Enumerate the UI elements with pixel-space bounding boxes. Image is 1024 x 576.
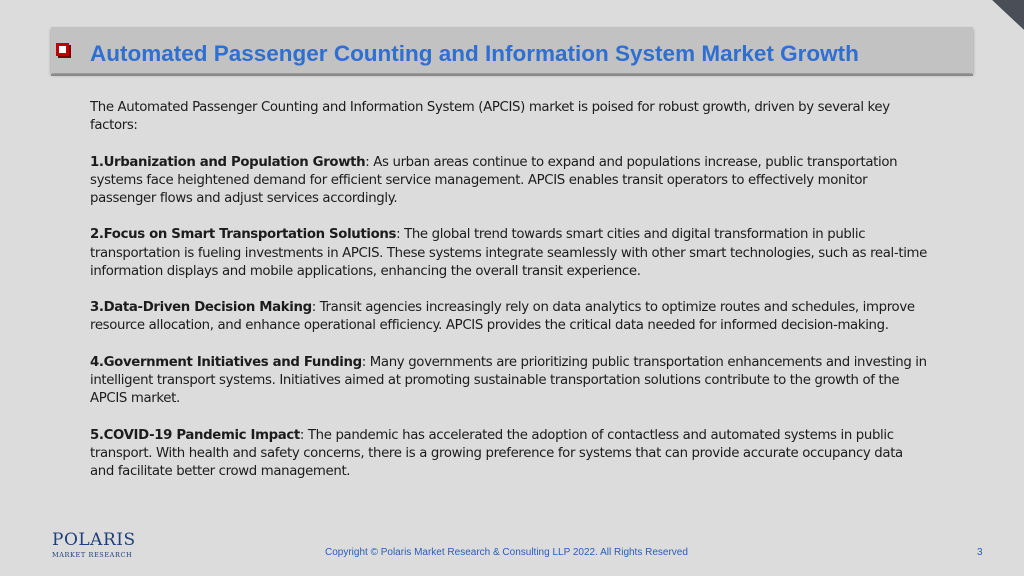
point-paragraph — [90, 299, 930, 335]
point-heading: 3.Data-Driven Decision Making — [90, 300, 312, 316]
point-heading: 1.Urbanization and Population Growth — [90, 154, 366, 170]
logo-subtitle: MARKET RESEARCH — [52, 551, 133, 559]
page-title: Automated Passenger Counting and Information System Market Growth — [90, 41, 859, 66]
point-text: : As urban areas continue to expand and populations increase, public transportation systems face heightened demand for efficient service management. APCIS enables transit operators to effectively monitor passenger flows and adjust services accordingly. — [90, 154, 898, 206]
polaris-logo — [52, 530, 136, 559]
point-heading: 2.Focus on Smart Transportation Solutions — [90, 227, 397, 243]
title-bar — [51, 27, 973, 73]
intro-paragraph: The Automated Passenger Counting and Information System (APCIS) market is poised for robust growth, driven by several key factors: — [90, 100, 890, 134]
point-text: : The pandemic has accelerated the adoption of contactless and automated systems in public transport. With health and safety concerns, there is a growing preference for systems that can provide accurate occupancy data and facilitate better crowd management. — [90, 427, 903, 479]
logo-name: POLARIS — [52, 530, 136, 550]
copyright-text: Copyright © Polaris Market Research & Consulting LLP 2022. All Rights Reserved — [325, 547, 688, 558]
point-paragraph — [90, 154, 930, 209]
point-text: : The global trend towards smart cities and digital transformation in public transportation is fueling investments in APCIS. These systems integrate seamlessly with other smart technologies, such as real-time information displays and mobile applications, enhancing the overall transit experience. — [90, 227, 927, 279]
title-divider — [51, 74, 973, 76]
point-paragraph — [90, 427, 930, 482]
point-text: : Many governments are prioritizing public transportation enhancements and investing in intelligent transport systems. Initiatives aimed at promoting sustainable transportation solutions contribute to the growth of the APCIS market. — [90, 354, 927, 407]
body-text — [90, 99, 930, 499]
page-corner-icon — [992, 0, 1024, 30]
page-number: 3 — [977, 547, 983, 558]
point-heading: 4.Government Initiatives and Funding — [90, 354, 362, 370]
point-paragraph — [90, 226, 930, 281]
checkbox-bullet-icon — [56, 43, 69, 56]
point-paragraph — [90, 354, 930, 409]
point-text: : Transit agencies increasingly rely on data analytics to optimize routes and schedules, improve resource allocation, and enhance operational efficiency. APCIS provides the critical data needed for informed decision-making. — [90, 300, 915, 334]
point-heading: 5.COVID-19 Pandemic Impact — [90, 427, 300, 443]
